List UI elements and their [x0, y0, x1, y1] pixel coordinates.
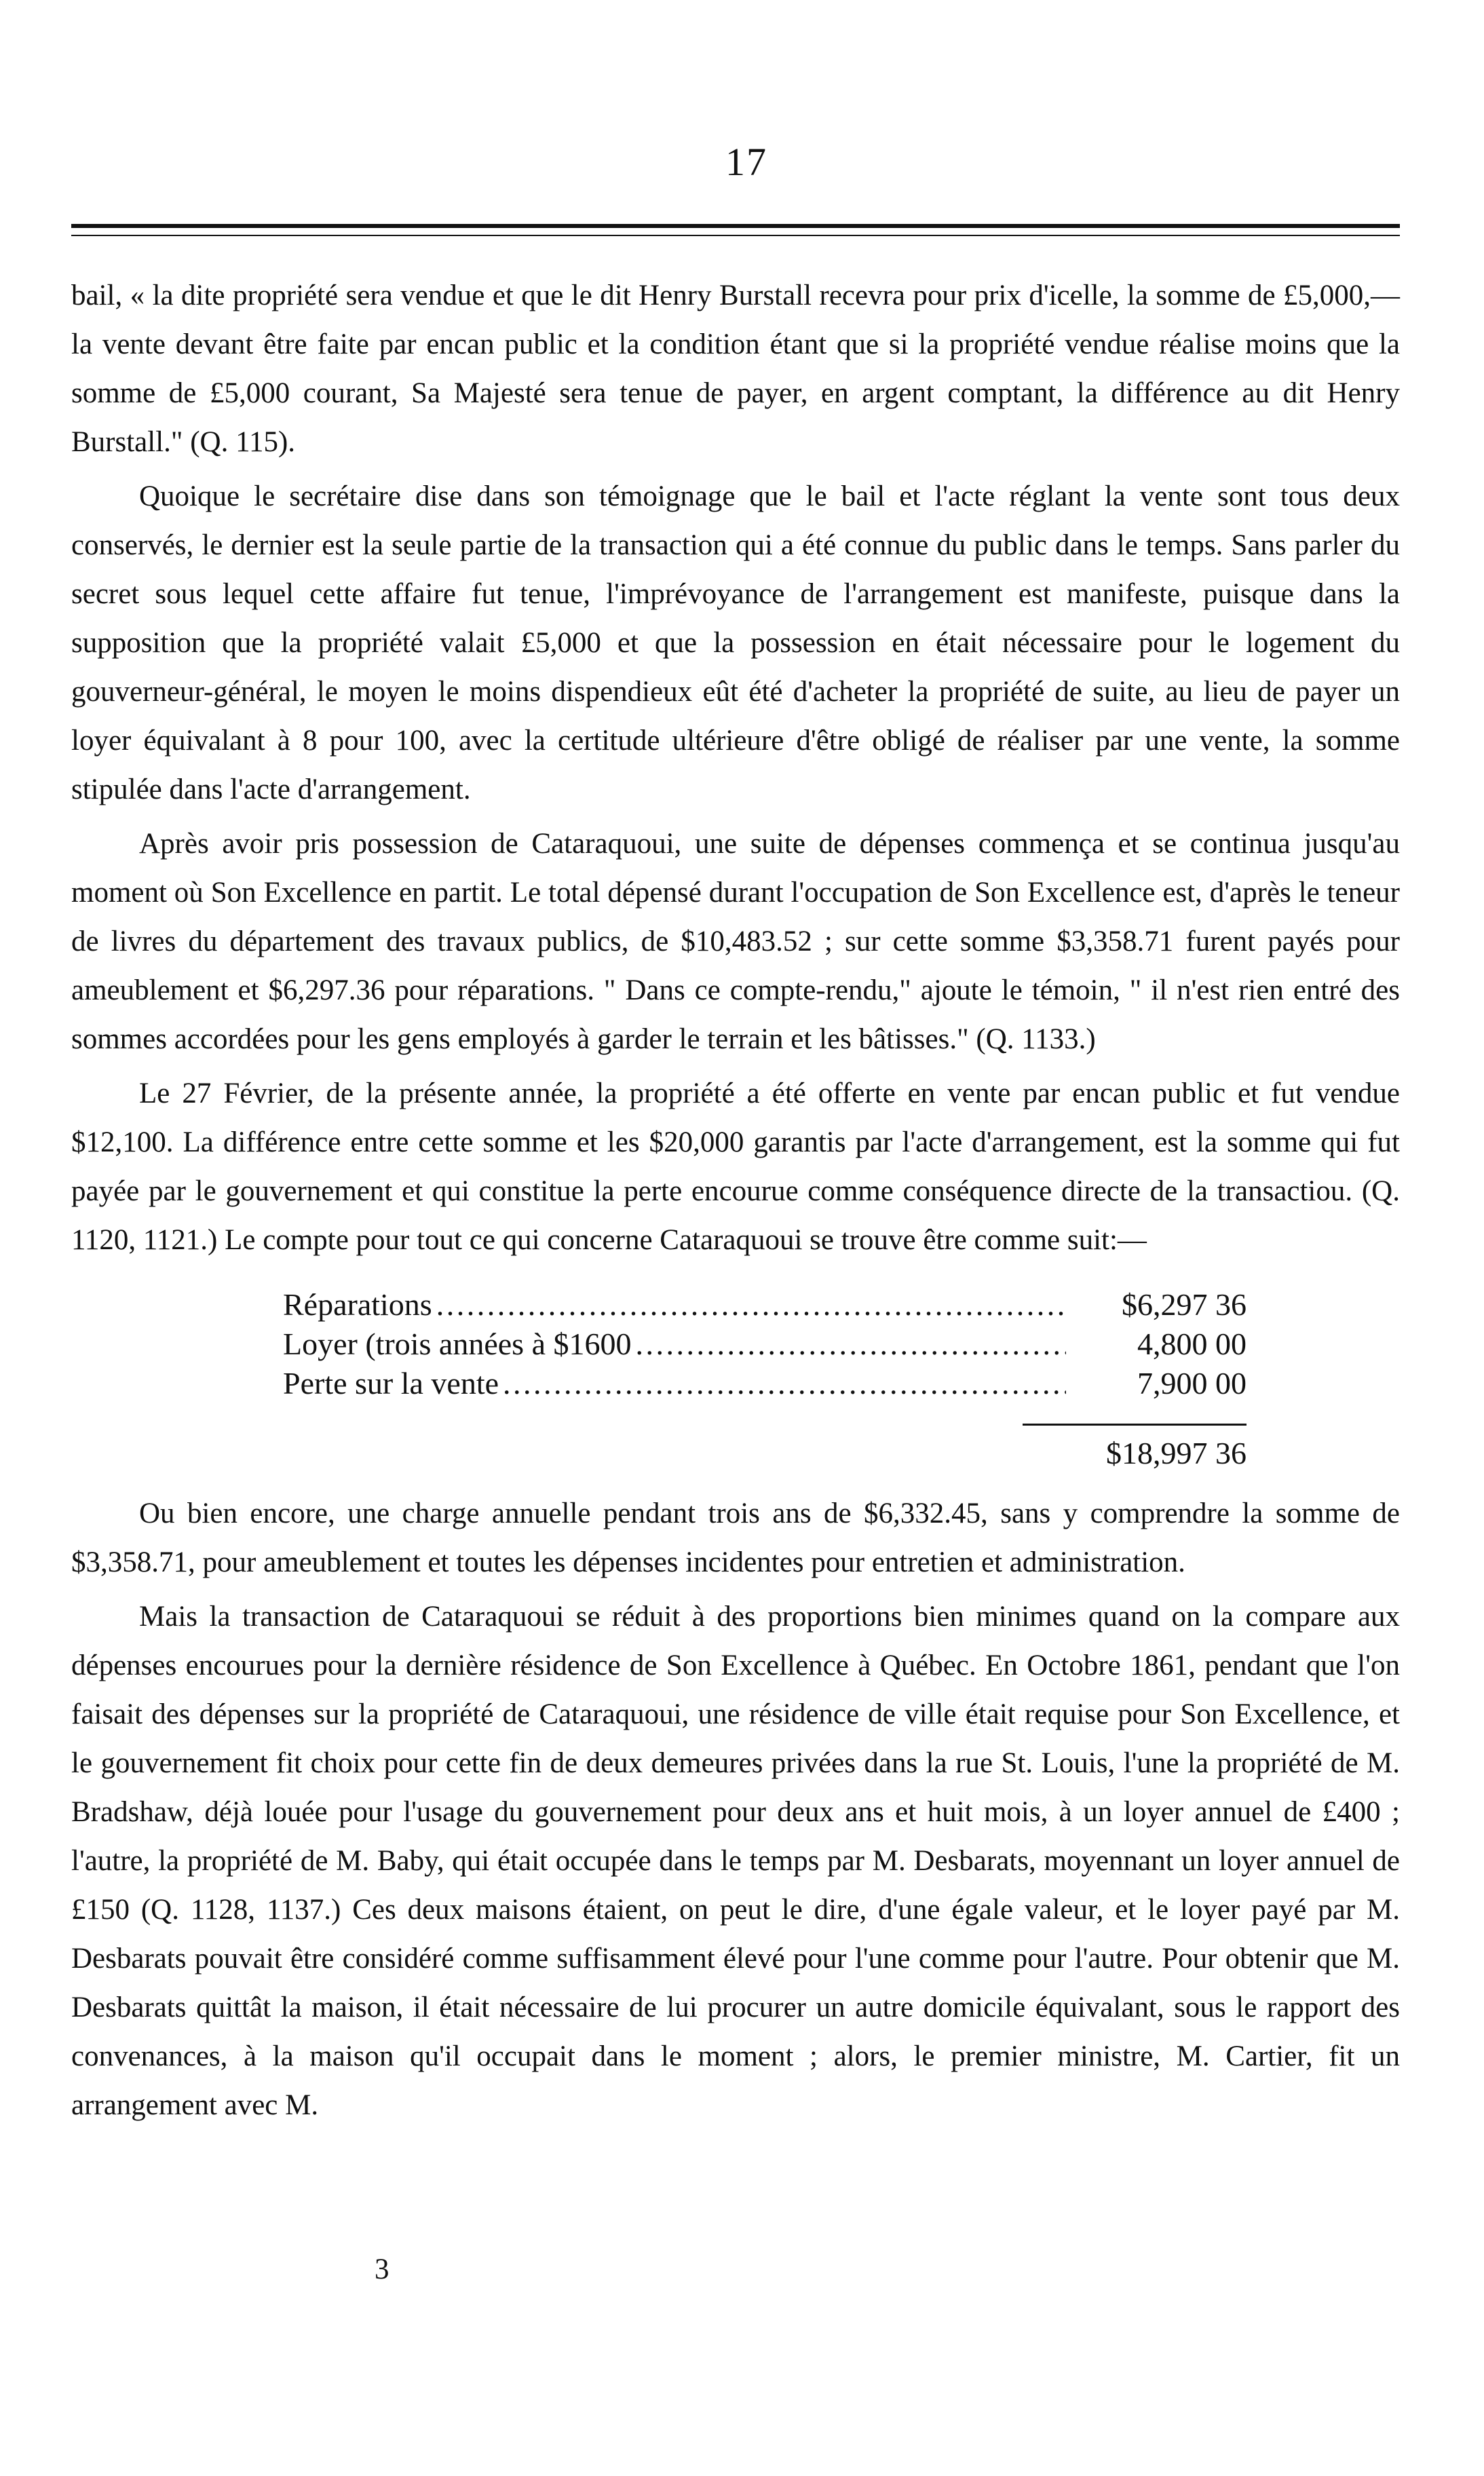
account-amount: 4,800 00	[1137, 1327, 1247, 1361]
account-row	[283, 1325, 1247, 1364]
account-table	[283, 1285, 1247, 1473]
account-amount: 7,900 00	[1137, 1366, 1247, 1401]
account-row	[283, 1364, 1247, 1403]
account-label: Loyer (trois années à $1600	[283, 1327, 632, 1361]
paragraph: Le 27 Février, de la présente année, la propriété a été offerte en vente par encan public et fut vendue $12,100. La différence entre cette somme et les $20,000 garantis par l'acte d'arrangement, est la somme qui fut payée par le gouvernement et qui constitue la perte encourue comme conséquence directe de la transactiou. (Q. 1120, 1121.) Le compte pour tout ce qui concerne Cataraquoui se trouve être comme suit:—	[71, 1078, 1400, 1256]
account-total: $18,997 36	[1106, 1436, 1247, 1470]
account-amount: $6,297 36	[1122, 1287, 1247, 1322]
account-label: Réparations	[283, 1287, 432, 1322]
leader-dots	[636, 1325, 1066, 1364]
paragraph: bail, « la dite propriété sera vendue et que le dit Henry Burstall recevra pour prix d'icelle, la somme de £5,000,—la vente devant être faite par encan public et la condition étant que si la propriété vendue réalise moins que la somme de £5,000 courant, Sa Majesté sera tenue de payer, en argent comptant, la différence au dit Henry Burstall." (Q. 115).	[71, 280, 1400, 458]
account-label: Perte sur la vente	[283, 1366, 499, 1401]
paragraph: Quoique le secrétaire dise dans son témoignage que le bail et l'acte réglant la vente sont tous deux conservés, le dernier est la seule partie de la transaction qui a été connue du public dans le temps. Sans parler du secret sous lequel cette affaire fut tenue, l'imprévoyance de l'arrangement est manifeste, puisque dans la supposition que la propriété valait £5,000 et que la possession en était nécessaire pour le logement du gouverneur-général, le moyen le moins dispendieux eût été d'acheter la propriété de suite, au lieu de payer un loyer équivalant à 8 pour 100, avec la certitude ultérieure d'être obligé de réaliser par une vente, la somme stipulée dans l'acte d'arrangement.	[71, 480, 1400, 805]
header-rule-thin	[71, 235, 1400, 236]
paragraph: Après avoir pris possession de Cataraquoui, une suite de dépenses commença et se continua jusqu'au moment où Son Excellence en partit. Le total dépensé durant l'occupation de Son Excellence est, d'après le teneur de livres du département des travaux publics, de $10,483.52 ; sur cette somme $3,358.71 furent payés pour ameublement et $6,297.36 pour réparations. " Dans ce compte-rendu," ajoute le témoin, " il n'est rien entré des sommes accordées pour les gens employés à garder le terrain et les bâtisses." (Q. 1133.)	[71, 828, 1400, 1055]
leader-dots	[436, 1285, 1066, 1325]
account-row	[283, 1285, 1247, 1325]
paragraph: Ou bien encore, une charge annuelle pendant trois ans de $6,332.45, sans y comprendre la somme de $3,358.71, pour ameublement et toutes les dépenses incidentes pour entretien et administration.	[71, 1498, 1400, 1578]
page-number: 17	[725, 140, 767, 184]
body-text	[71, 271, 1400, 2130]
total-rule	[1023, 1424, 1247, 1473]
signature-mark: 3	[375, 2253, 389, 2285]
paragraph: Mais la transaction de Cataraquoui se réduit à des proportions bien minimes quand on la compare aux dépenses encourues pour la dernière résidence de Son Excellence à Québec. En Octobre 1861, pendant que l'on faisait des dépenses sur la propriété de Cataraquoui, une résidence de ville était requise pour Son Excellence, et le gouvernement fit choix pour cette fin de deux demeures privées dans la rue St. Louis, l'une la propriété de M. Bradshaw, déjà louée pour l'usage du gouvernement pour deux ans et huit mois, à un loyer annuel de £400 ; l'autre, la propriété de M. Baby, qui était occupée dans le temps par M. Desbarats, moyennant un loyer annuel de £150 (Q. 1128, 1137.) Ces deux maisons étaient, on peut le dire, d'une égale valeur, et le loyer payé par M. Desbarats pouvait être considéré comme suffisamment élevé pour l'une comme pour l'autre. Pour obtenir que M. Desbarats quittât la maison, il était nécessaire de lui procurer un autre domicile équivalant, sous le rapport des convenances, à la maison qu'il occupait dans le moment ; alors, le premier ministre, M. Cartier, fit un arrangement avec M.	[71, 1601, 1400, 2121]
leader-dots	[503, 1364, 1066, 1403]
header-rule-thick	[71, 224, 1400, 228]
